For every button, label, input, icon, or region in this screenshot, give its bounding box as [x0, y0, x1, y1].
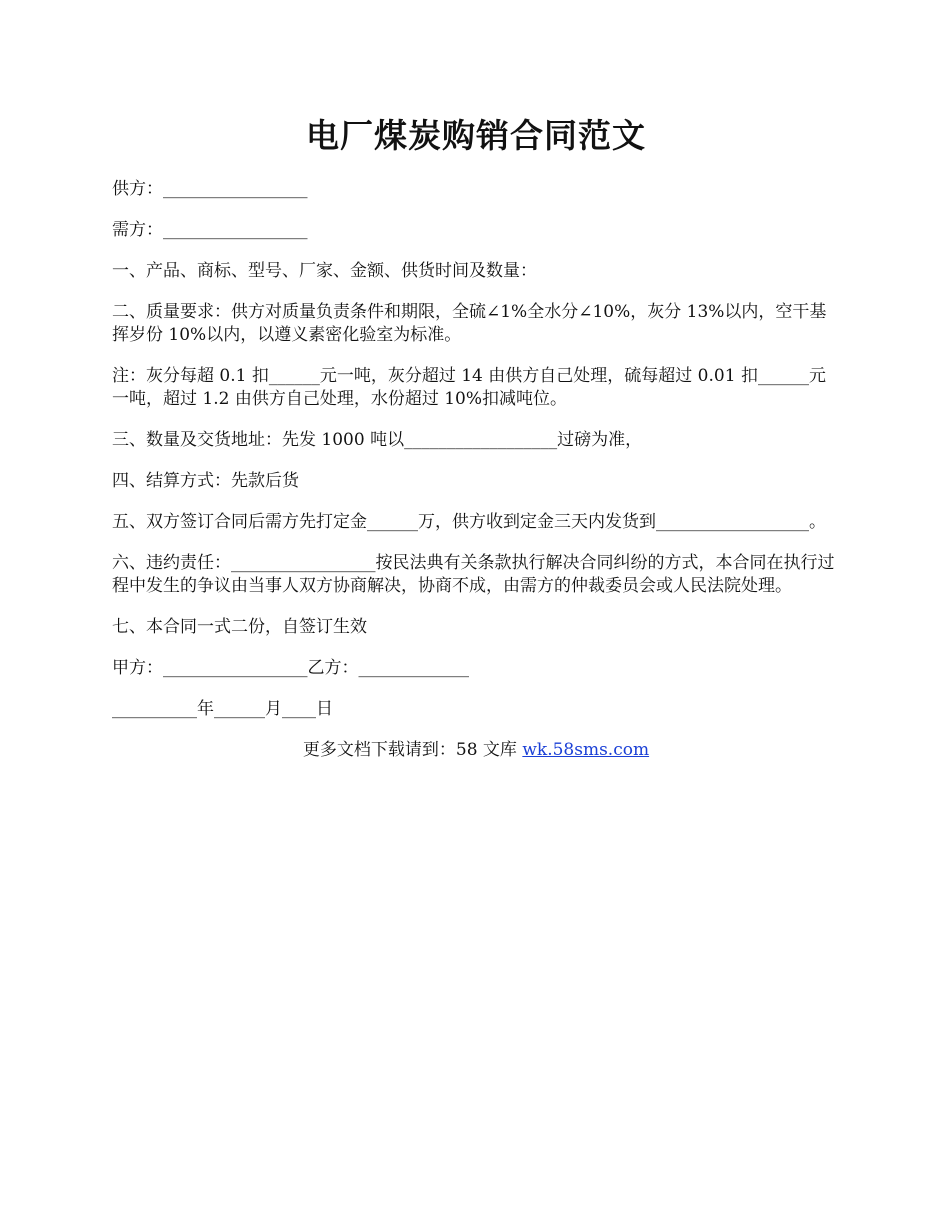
clause-note: 注：灰分每超 0.1 扣______元一吨，灰分超过 14 由供方自己处理，硫每超过 0.01 扣______元一吨，超过 1.2 由供方自己处理，水份超过 10%扣减吨位。: [112, 366, 826, 409]
clause-product: 一、产品、商标、型号、厂家、金额、供货时间及数量：: [112, 261, 537, 281]
signature-line: 甲方：_________________乙方：_____________: [112, 658, 469, 678]
clause-quantity-delivery: 三、数量及交货地址：先发 1000 吨以__________________过磅为准，: [112, 430, 643, 450]
document-body: [112, 178, 840, 762]
supplier-line: 供方：_________________: [112, 179, 308, 199]
clause-deposit: 五、双方签订合同后需方先打定金______万，供方收到定金三天内发货到__________________。: [112, 512, 826, 532]
footer-link[interactable]: wk.58sms.com: [522, 740, 650, 760]
date-line: __________年______月____日: [112, 699, 333, 719]
footer-text: 更多文档下载请到：58 文库: [302, 740, 523, 760]
clause-quality: 二、质量要求：供方对质量负责条件和期限，全硫∠1%全水分∠10%，灰分 13%以内，空干基挥岁份 10%以内，以遵义素密化验室为标准。: [112, 302, 827, 345]
clause-copies: 七、本合同一式二份，自签订生效: [112, 617, 367, 637]
download-footer: [112, 739, 840, 762]
clause-liability: 六、违约责任：_________________按民法典有关条款执行解决合同纠纷的方式，本合同在执行过程中发生的争议由当事人双方协商解决，协商不成，由需方的仲裁委员会或人民法院处理。: [112, 553, 835, 596]
buyer-line: 需方：_________________: [112, 220, 308, 240]
clause-settlement: 四、结算方式：先款后货: [112, 471, 299, 491]
document-title: 电厂煤炭购销合同范文: [306, 116, 646, 155]
